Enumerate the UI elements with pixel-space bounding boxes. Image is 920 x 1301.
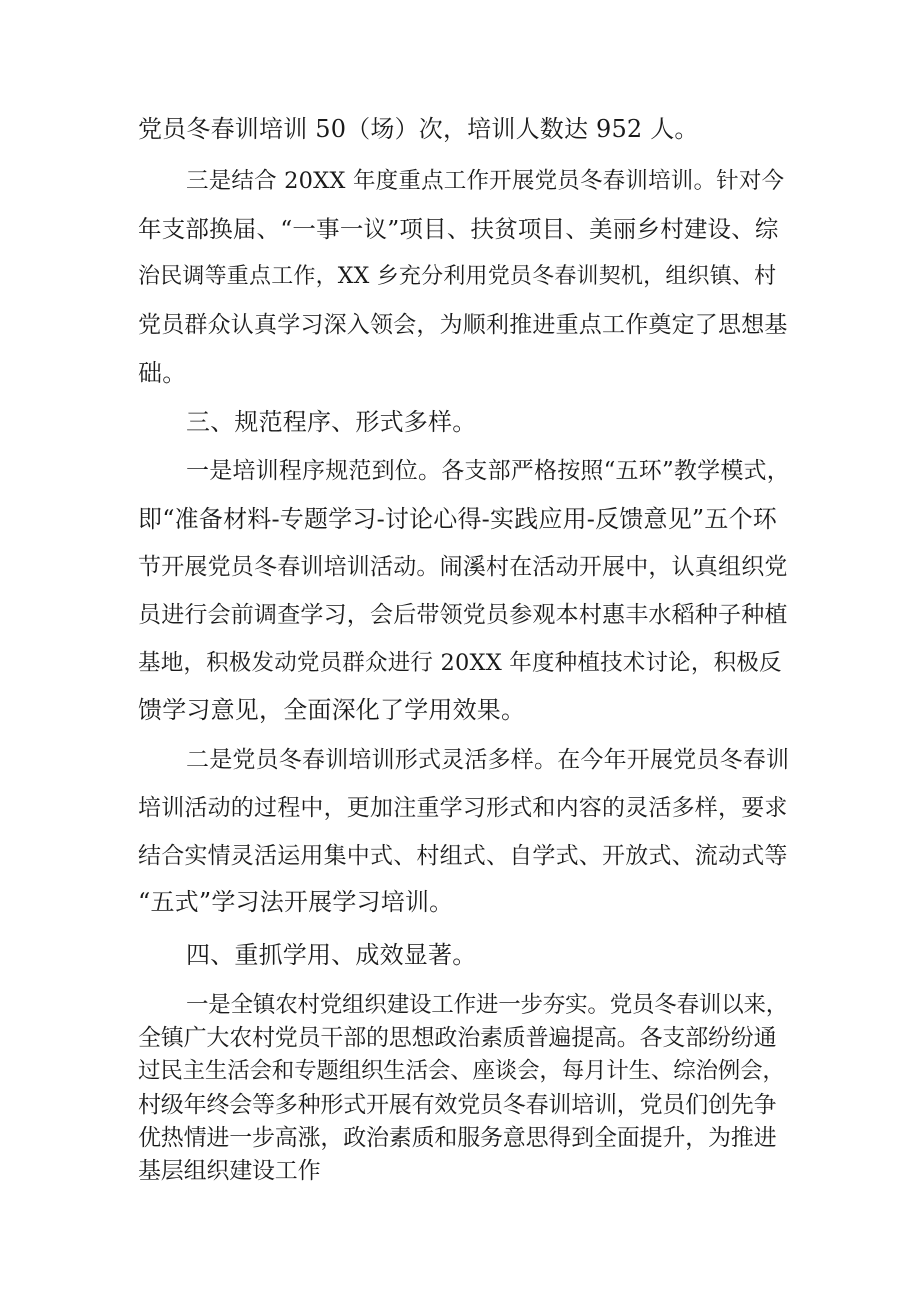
text-line: 二是党员冬春训培训形式灵活多样。在今年开展党员冬春训	[186, 747, 790, 773]
text-line: 一是培训程序规范到位。各支部严格按照“五环”教学模式，	[186, 458, 790, 484]
text-line: 年支部换届、“一事一议”项目、扶贫项目、美丽乡村建设、综	[138, 215, 779, 243]
text-line: 培训活动的过程中，更加注重学习形式和内容的灵活多样，要求	[138, 795, 788, 821]
text-line: “五式”学习法开展学习培训。	[138, 888, 454, 916]
text-line: 过民主生活会和专题组织生活会、座谈会，每月计生、综治例会，	[138, 1058, 785, 1084]
text-line: 基层组织建设工作	[138, 1158, 321, 1184]
text-line: 党员群众认真学习深入领会，为顺利推进重点工作奠定了思想基	[138, 312, 788, 338]
text-line: 党员冬春训培训 50（场）次，培训人数达 952 人。	[138, 115, 699, 143]
text-line: 优热情进一步高涨，政治素质和服务意思得到全面提升，为推进	[138, 1125, 777, 1151]
text-line: 础。	[138, 359, 187, 387]
text-line: 治民调等重点工作，XX 乡充分利用党员冬春训契机，组织镇、村	[138, 264, 777, 289]
section-heading: 三、规范程序、形式多样。	[186, 408, 477, 436]
text-line: 节开展党员冬春训培训活动。闹溪村在活动开展中，认真组织党	[138, 554, 788, 580]
text-line: 全镇广大农村党员干部的思想政治素质普遍提高。各支部纷纷通	[138, 1025, 777, 1051]
text-line: 基地，积极发动党员群众进行 20XX 年度种植技术讨论，积极反	[138, 650, 782, 676]
text-line: 一是全镇农村党组织建设工作进一步夯实。党员冬春训以来，	[186, 992, 789, 1018]
text-line: 即“准备材料-专题学习-讨论心得-实践应用-反馈意见”五个环	[138, 505, 777, 533]
text-line: 三是结合 20XX 年度重点工作开展党员冬春训培训。针对今	[186, 168, 785, 194]
text-line: 结合实情灵活运用集中式、村组式、自学式、开放式、流动式等	[138, 843, 788, 869]
text-line: 馈学习意见，全面深化了学用效果。	[138, 696, 526, 724]
section-heading: 四、重抓学用、成效显著。	[186, 941, 477, 969]
text-line: 村级年终会等多种形式开展有效党员冬春训培训，党员们创先争	[138, 1092, 777, 1118]
text-line: 员进行会前调查学习，会后带领党员参观本村惠丰水稻种子种植	[138, 602, 788, 628]
